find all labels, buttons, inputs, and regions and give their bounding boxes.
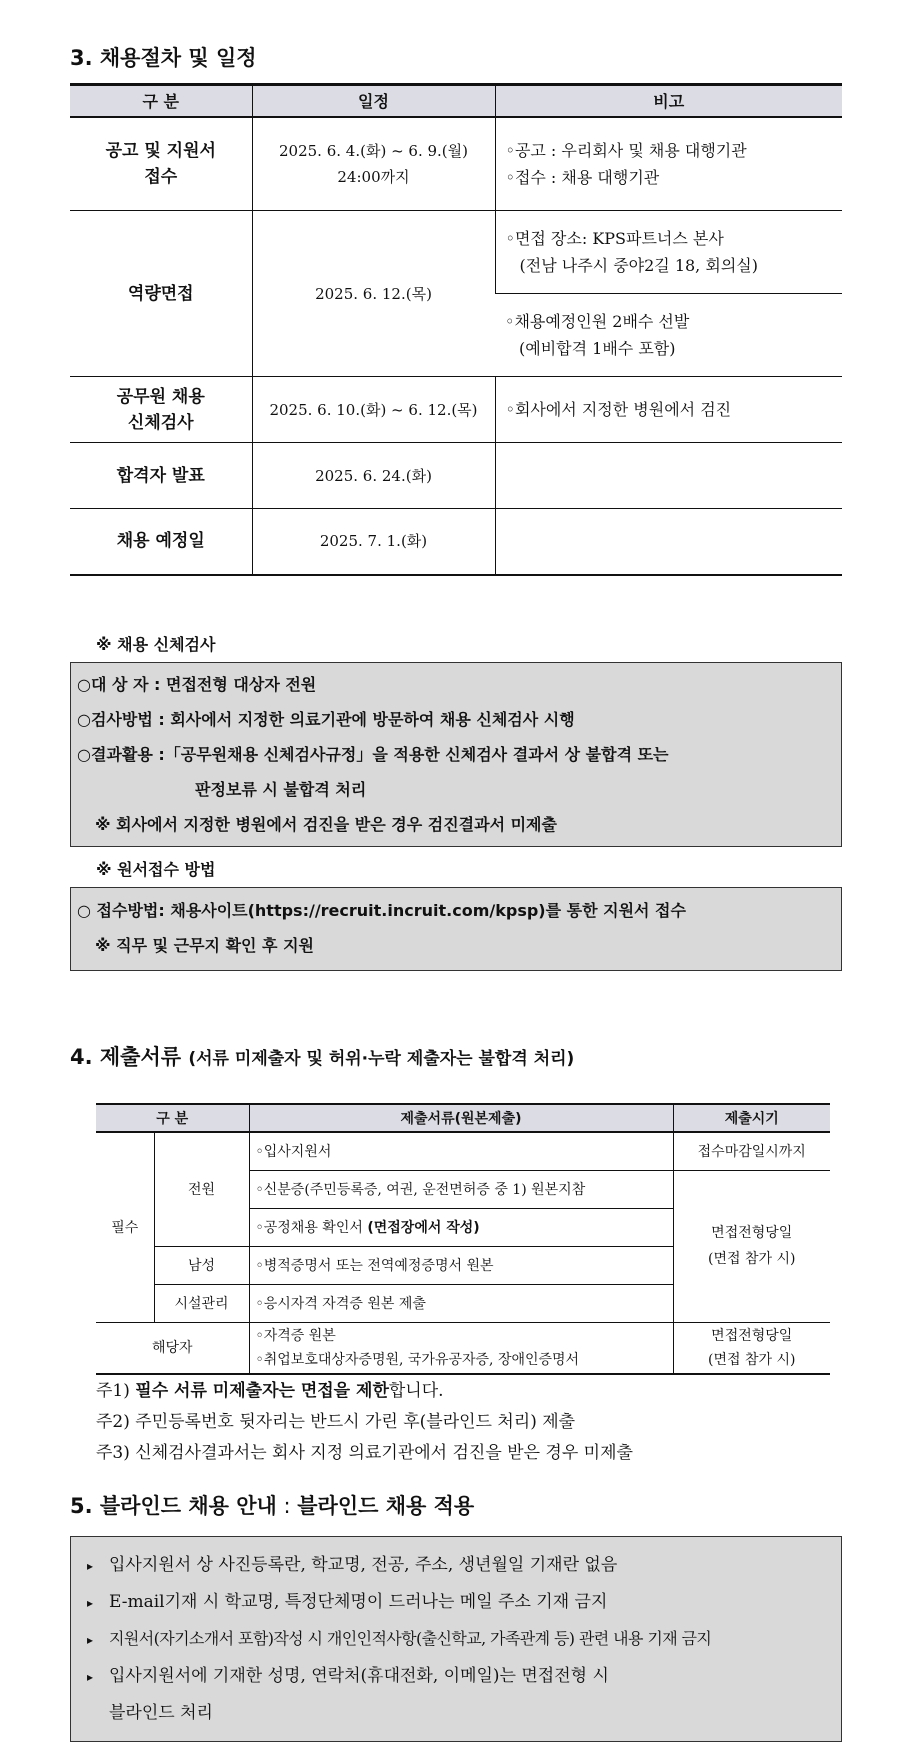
footnote-suffix: 합니다. xyxy=(388,1381,444,1401)
blind-item xyxy=(71,1658,841,1695)
row-label xyxy=(70,117,252,211)
row-note-line: ◦접수 : 채용 대행기관 xyxy=(505,167,660,187)
row-note xyxy=(495,509,842,575)
row-date: 2025. 6. 12.(목) xyxy=(252,211,495,377)
row-note-line: ◦공고 : 우리회사 및 채용 대행기관 xyxy=(505,140,747,160)
docs-row xyxy=(96,1132,830,1170)
blind-item xyxy=(71,1584,841,1621)
row-label-line: 신체검사 xyxy=(127,412,194,433)
row-note xyxy=(495,117,842,211)
physical-exam-heading: ※ 채용 신체검사 xyxy=(96,635,216,654)
section-5-title-main: 5. 블라인드 채용 안내 xyxy=(70,1494,277,1518)
docs-timing-line: 면접전형당일 xyxy=(711,1225,793,1241)
docs-timing: 접수마감일시까지 xyxy=(673,1132,830,1170)
row-note-line: (전남 나주시 중야2길 18, 회의실) xyxy=(519,256,758,275)
bullet-icon: ▸ xyxy=(87,1596,94,1610)
row-date: 2025. 6. 10.(화) ~ 6. 12.(목) xyxy=(252,377,495,443)
exam-note-line: ※ 회사에서 지정한 병원에서 검진을 받은 경우 검진결과서 미제출 xyxy=(95,815,557,834)
row-date: 2025. 7. 1.(화) xyxy=(252,509,495,575)
docs-item: ◦응시자격 자격증 원본 제출 xyxy=(249,1284,673,1322)
row-note: ◦회사에서 지정한 병원에서 검진 xyxy=(495,377,842,443)
docs-item xyxy=(249,1208,673,1246)
blind-item-text: 입사지원서에 기재한 성명, 연락처(휴대전화, 이메일)는 면접전형 시 xyxy=(109,1666,609,1686)
exam-usage-line: ○결과활용 :「공무원채용 신체검사규정」을 적용한 신체검사 결과서 상 불합격 또는 xyxy=(77,745,669,764)
row-label: 채용 예정일 xyxy=(70,509,252,575)
application-note-line: ※ 직무 및 근무지 확인 후 지원 xyxy=(95,936,314,955)
docs-timing xyxy=(673,1170,830,1322)
row-date: 2025. 6. 24.(화) xyxy=(252,443,495,509)
schedule-row-announce xyxy=(70,443,842,509)
footnote-2: 주2) 주민등록번호 뒷자리는 반드시 가린 후(블라인드 처리) 제출 xyxy=(96,1412,576,1432)
row-date-line: 24:00까지 xyxy=(337,167,410,186)
row-label: 합격자 발표 xyxy=(70,443,252,509)
row-label: 역량면접 xyxy=(70,211,252,377)
bullet-icon: ▸ xyxy=(87,1633,93,1647)
application-method-line: ○ 접수방법: 채용사이트(https://recruit.incruit.com/kpsp)를 통한 지원서 접수 xyxy=(77,901,686,920)
schedule-row-interview xyxy=(70,211,842,294)
section-4-title xyxy=(70,1041,574,1071)
docs-sub-facility: 시설관리 xyxy=(154,1284,249,1322)
section-5-subtitle: 블라인드 채용 적용 xyxy=(297,1494,475,1518)
bullet-icon: ▸ xyxy=(87,1559,94,1573)
section-3-title: 3. 채용절차 및 일정 xyxy=(70,46,257,70)
blind-item-text: E-mail기재 시 학교명, 특정단체명이 드러나는 메일 주소 기재 금지 xyxy=(109,1592,608,1612)
row-date xyxy=(252,117,495,211)
docs-row xyxy=(96,1322,830,1374)
blind-item-text: 지원서(자기소개서 포함)작성 시 개인인적사항(출신학교, 가족관계 등) 관련 내용 기재 금지 xyxy=(109,1629,712,1648)
physical-exam-box xyxy=(70,662,842,847)
exam-method-line: ○검사방법 : 회사에서 지정한 의료기관에 방문하여 채용 신체검사 시행 xyxy=(77,710,575,729)
blind-item xyxy=(71,1621,841,1658)
blind-item-text: 입사지원서 상 사진등록란, 학교명, 전공, 주소, 생년월일 기재란 없음 xyxy=(109,1555,618,1575)
docs-item-line: ◦취업보호대상자증명원, 국가유공자증, 장애인증명서 xyxy=(255,1351,580,1368)
row-note-line: (예비합격 1배수 포함) xyxy=(519,339,676,358)
row-note xyxy=(495,443,842,509)
footnote-emphasis: 필수 서류 미제출자는 면접을 제한 xyxy=(135,1381,389,1401)
exam-target-line: ○대 상 자 : 면접전형 대상자 전원 xyxy=(77,675,317,694)
section-4-title-main: 4. 제출서류 xyxy=(70,1045,182,1069)
footnote-prefix: 주1) xyxy=(96,1381,136,1401)
row-label xyxy=(70,377,252,443)
docs-item: ◦병적증명서 또는 전역예정증명서 원본 xyxy=(249,1246,673,1284)
section-5-title xyxy=(70,1490,474,1520)
row-label-line: 공무원 채용 xyxy=(116,386,205,407)
exam-usage-line-cont: 판정보류 시 불합격 처리 xyxy=(195,780,367,799)
docs-sub-male: 남성 xyxy=(154,1246,249,1284)
schedule-row-physical xyxy=(70,377,842,443)
blind-hiring-box xyxy=(70,1536,842,1742)
docs-sub-all: 전원 xyxy=(154,1132,249,1246)
schedule-table xyxy=(70,83,842,576)
docs-group-applicable: 해당자 xyxy=(96,1322,249,1374)
docs-item-emphasis: (면접장에서 작성) xyxy=(367,1220,480,1236)
header-category: 구 분 xyxy=(70,85,252,117)
schedule-row-hire-date xyxy=(70,509,842,575)
row-date-line: 2025. 6. 4.(화) ~ 6. 9.(월) xyxy=(279,141,468,160)
docs-timing-line: 면접전형당일 xyxy=(711,1327,793,1344)
footnote-3: 주3) 신체검사결과서는 회사 지정 의료기관에서 검진을 받은 경우 미제출 xyxy=(96,1443,633,1463)
docs-item: ◦입사지원서 xyxy=(249,1132,673,1170)
documents-table xyxy=(96,1103,830,1375)
schedule-row-notice xyxy=(70,117,842,211)
row-note xyxy=(495,211,842,294)
row-note-line: ◦채용예정인원 2배수 선발 xyxy=(505,312,690,331)
docs-header-documents: 제출서류(원본제출) xyxy=(249,1104,673,1132)
docs-timing-line: (면접 참가 시) xyxy=(708,1251,796,1267)
docs-header-timing: 제출시기 xyxy=(673,1104,830,1132)
application-heading: ※ 원서접수 방법 xyxy=(96,860,216,879)
docs-timing xyxy=(673,1322,830,1374)
docs-header-category: 구 분 xyxy=(96,1104,249,1132)
blind-item-cont: 블라인드 처리 xyxy=(109,1703,213,1723)
header-remarks: 비고 xyxy=(495,85,842,117)
docs-item-text: ◦공정채용 확인서 xyxy=(255,1220,363,1236)
docs-item: ◦신분증(주민등록증, 여권, 운전면허증 중 1) 원본지참 xyxy=(249,1170,673,1208)
row-note xyxy=(495,294,842,377)
docs-item-line: ◦자격증 원본 xyxy=(255,1327,336,1344)
bullet-icon: ▸ xyxy=(87,1670,94,1684)
schedule-header-row xyxy=(70,85,842,117)
docs-header-row xyxy=(96,1104,830,1132)
docs-group-required: 필수 xyxy=(96,1132,154,1322)
section-4-subtitle: (서류 미제출자 및 허위·누락 제출자는 불합격 처리) xyxy=(188,1049,575,1069)
header-schedule: 일정 xyxy=(252,85,495,117)
blind-item xyxy=(71,1547,841,1584)
docs-timing-line: (면접 참가 시) xyxy=(708,1351,796,1368)
row-label-line: 접수 xyxy=(144,166,178,187)
footnote-1 xyxy=(96,1376,444,1406)
section-5-separator: : xyxy=(276,1494,298,1518)
application-box xyxy=(70,887,842,971)
docs-item xyxy=(249,1322,673,1374)
row-label-line: 공고 및 지원서 xyxy=(105,140,216,161)
row-note-line: ◦면접 장소: KPS파트너스 본사 xyxy=(505,229,724,248)
